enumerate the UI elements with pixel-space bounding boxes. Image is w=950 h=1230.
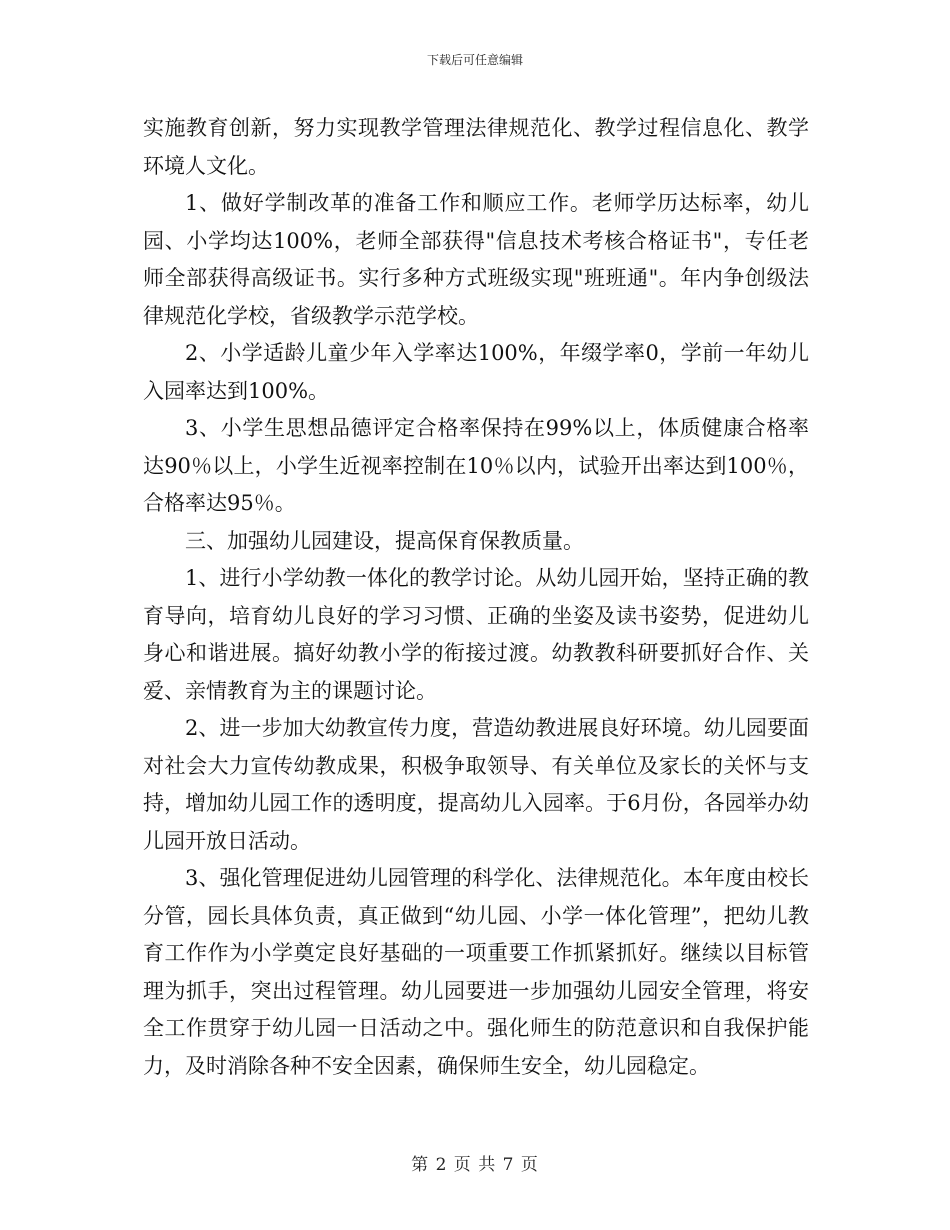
- paragraph-kindergarten-2: 2、进一步加大幼教宣传力度，营造幼教进展良好环境。幼儿园要面对社会大力宣传幼教成果，积极争取领导、有关单位及家长的关怀与支持，增加幼儿园工作的透明度，提高幼儿入园率。于6月份，各园举办幼儿园开放日活动。: [143, 716, 809, 853]
- paragraph-item-2-enrollment: 2、小学适龄儿童少年入学率达100%，年缀学率0，学前一年幼儿入园率达到100%。: [143, 341, 809, 403]
- page-header: 下载后可任意编辑: [426, 53, 523, 67]
- paragraph-item-3-quality-rates: 3、小学生思想品德评定合格率保持在99%以上，体质健康合格率达90％以上，小学生近视率控制在10％以内，试验开出率达到100％，合格率达95％。: [143, 416, 809, 515]
- document-body: [143, 110, 809, 1085]
- paragraph-kindergarten-3: 3、强化管理促进幼儿园管理的科学化、法律规范化。本年度由校长分管，园长具体负责，真正做到“幼儿园、小学一体化管理”，把幼儿教育工作作为小学奠定良好基础的一项重要工作抓紧抓好。继续以目标管理为抓手，突出过程管理。幼儿园要进一步加强幼儿园安全管理，将安全工作贯穿于幼儿园一日活动之中。强化师生的防范意识和自我保护能力，及时消除各种不安全因素，确保师生安全，幼儿园稳定。: [143, 866, 809, 1078]
- section-heading-kindergarten: 三、加强幼儿园建设，提高保育保教质量。: [185, 528, 584, 553]
- paragraph-continuation: 实施教育创新，努力实现教学管理法律规范化、教学过程信息化、教学环境人文化。: [143, 116, 809, 178]
- paragraph-kindergarten-1: 1、进行小学幼教一体化的教学讨论。从幼儿园开始，坚持正确的教育导向，培育幼儿良好的学习习惯、正确的坐姿及读书姿势，促进幼儿身心和谐进展。搞好幼教小学的衔接过渡。幼教教科研要抓好合作、关爱、亲情教育为主的课题讨论。: [143, 566, 809, 703]
- paragraph-item-1-school-system: 1、做好学制改革的准备工作和顺应工作。老师学历达标率，幼儿园、小学均达100%，老师全部获得"信息技术考核合格证书"，专任老师全部获得高级证书。实行多种方式班级实现"班班通"。年内争创级法律规范化学校，省级教学示范学校。: [143, 191, 809, 328]
- page-number-footer: 第 2 页 共 7 页: [411, 1155, 539, 1175]
